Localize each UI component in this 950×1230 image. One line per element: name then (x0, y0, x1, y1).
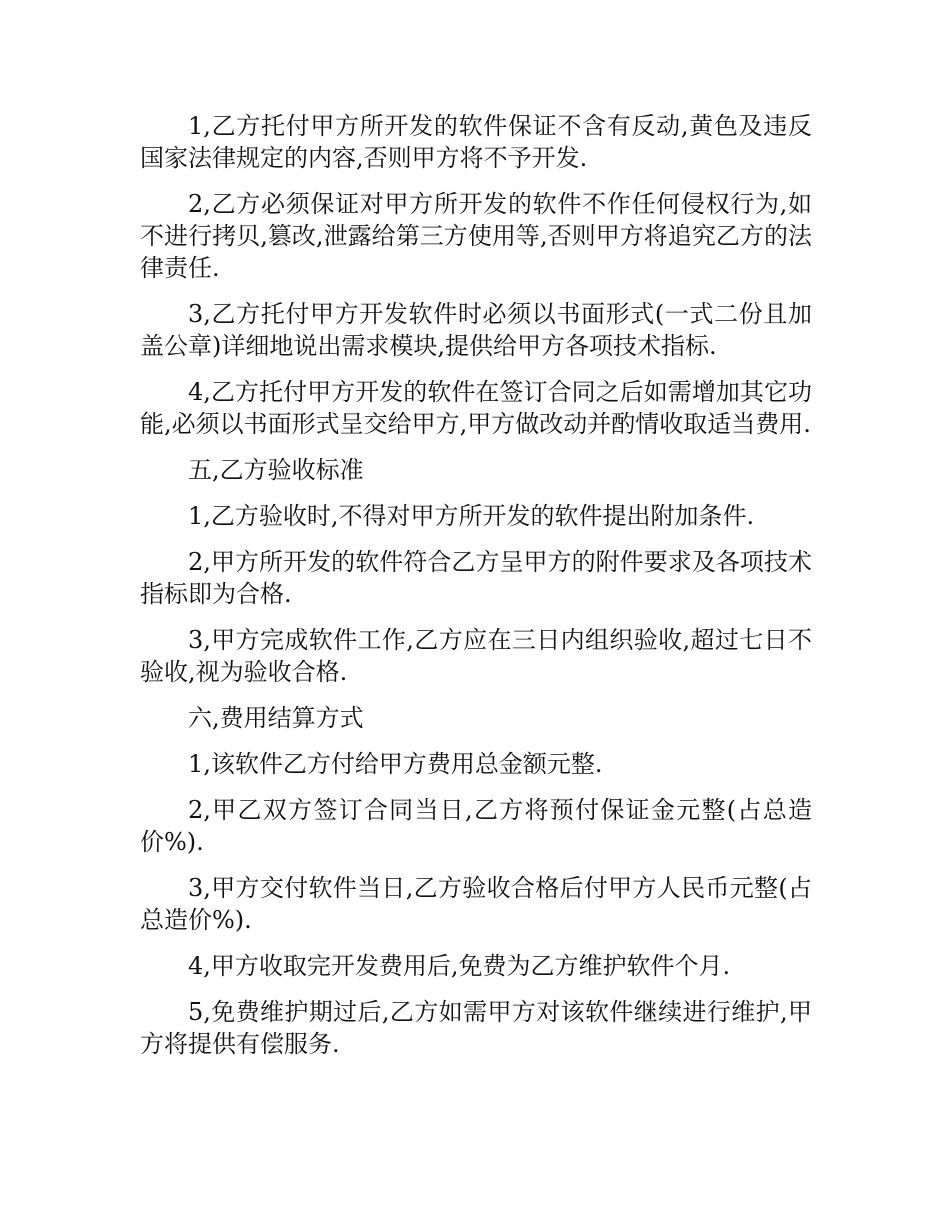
document-body (140, 110, 812, 1074)
clause-4-3: 3,乙方托付甲方开发软件时必须以书面形式(一式二份且加盖公章)详细地说出需求模块,提供给甲方各项技术指标. (140, 300, 812, 360)
clause-6-4: 4,甲方收取完开发费用后,免费为乙方维护软件个月. (188, 952, 731, 980)
clause-4-4: 4,乙方托付甲方开发的软件在签订合同之后如需增加其它功能,必须以书面形式呈交给甲方,甲方做改动并酌情收取适当费用. (140, 378, 812, 438)
clause-6-2: 2,甲乙双方签订合同当日,乙方将预付保证金元整(占总造价%). (140, 796, 812, 856)
clause-5-3: 3,甲方完成软件工作,乙方应在三日内组织验收,超过七日不验收,视为验收合格. (140, 626, 812, 686)
clause-6-3: 3,甲方交付软件当日,乙方验收合格后付甲方人民币元整(占总造价%). (140, 874, 812, 934)
clause-5-2: 2,甲方所开发的软件符合乙方呈甲方的附件要求及各项技术指标即为合格. (140, 548, 812, 608)
clause-6-5: 5,免费维护期过后,乙方如需甲方对该软件继续进行维护,甲方将提供有偿服务. (140, 998, 812, 1058)
clause-5-1: 1,乙方验收时,不得对甲方所开发的软件提出附加条件. (188, 502, 755, 530)
clause-6-1: 1,该软件乙方付给甲方费用总金额元整. (188, 750, 603, 778)
section-heading-acceptance: 五,乙方验收标准 (188, 456, 364, 484)
section-heading-payment: 六,费用结算方式 (188, 704, 364, 732)
clause-4-1: 1,乙方托付甲方所开发的软件保证不含有反动,黄色及违反国家法律规定的内容,否则甲方将不予开发. (140, 112, 812, 172)
clause-4-2: 2,乙方必须保证对甲方所开发的软件不作任何侵权行为,如不进行拷贝,篡改,泄露给第三方使用等,否则甲方将追究乙方的法律责任. (140, 190, 812, 282)
